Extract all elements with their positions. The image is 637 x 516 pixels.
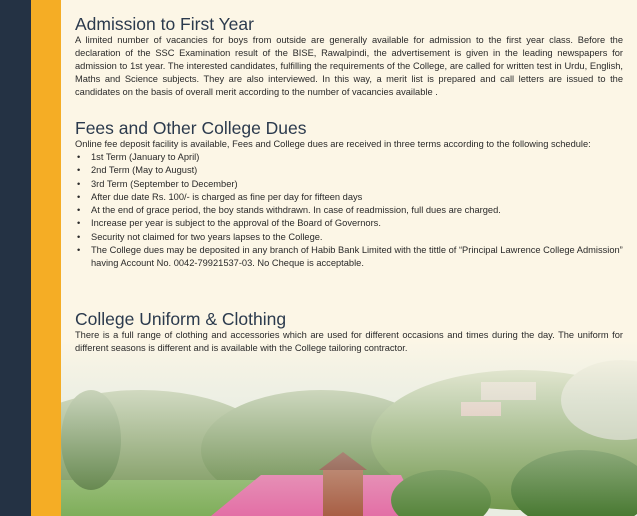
list-item: • After due date Rs. 100/- is charged as fine per day for fifteen days: [75, 191, 623, 204]
list-item: • Increase per year is subject to the approval of the Board of Governors.: [75, 217, 623, 230]
fees-heading: Fees and Other College Dues: [75, 118, 307, 138]
admission-body: A limited number of vacancies for boys from outside are generally available for admission to the first year class. Before the declaration of the SSC Examination result of the BISE, Rawalpindi, the advertisement is given in the leading newspapers for admission to 1st year. The interested candidates, fulfilling the requirements of the College, are called for written test in Urdu, English, Maths and Science subjects. They are also interviewed. In this way, a merit list is prepared and call letters are issued to the candidates on the basis of overall merit according to the number of vacancies available .: [75, 35, 623, 97]
navy-side-stripe: [0, 0, 31, 516]
admission-section: [75, 14, 623, 99]
gold-side-stripe: [31, 0, 61, 516]
uniform-body: There is a full range of clothing and accessories which are used for different occasions and times during the day. The uniform for different seasons is different and is available with the College tailoring contractor.: [75, 330, 623, 353]
uniform-heading: College Uniform & Clothing: [75, 309, 287, 329]
fees-intro: Online fee deposit facility is available, Fees and College dues are received in three terms according to the following schedule:: [75, 139, 591, 149]
uniform-section: [75, 309, 623, 355]
list-item: • Security not claimed for two years lapses to the College.: [75, 231, 623, 244]
fees-list: [75, 151, 623, 271]
prospectus-page: [61, 0, 637, 516]
list-item: • At the end of grace period, the boy stands withdrawn. In case of readmission, full dues are charged.: [75, 204, 623, 217]
list-item: • 1st Term (January to April): [75, 151, 623, 164]
fees-section: [75, 118, 623, 271]
campus-aerial-photo: [61, 340, 637, 516]
list-item: • 2nd Term (May to August): [75, 164, 623, 177]
list-item: • 3rd Term (September to December): [75, 178, 623, 191]
list-item: • The College dues may be deposited in any branch of Habib Bank Limited with the tittle of “Principal Lawrence College Admission” having Account No. 0042-79921537-03. No Cheque is acceptable.: [75, 244, 623, 271]
admission-heading: Admission to First Year: [75, 14, 254, 34]
